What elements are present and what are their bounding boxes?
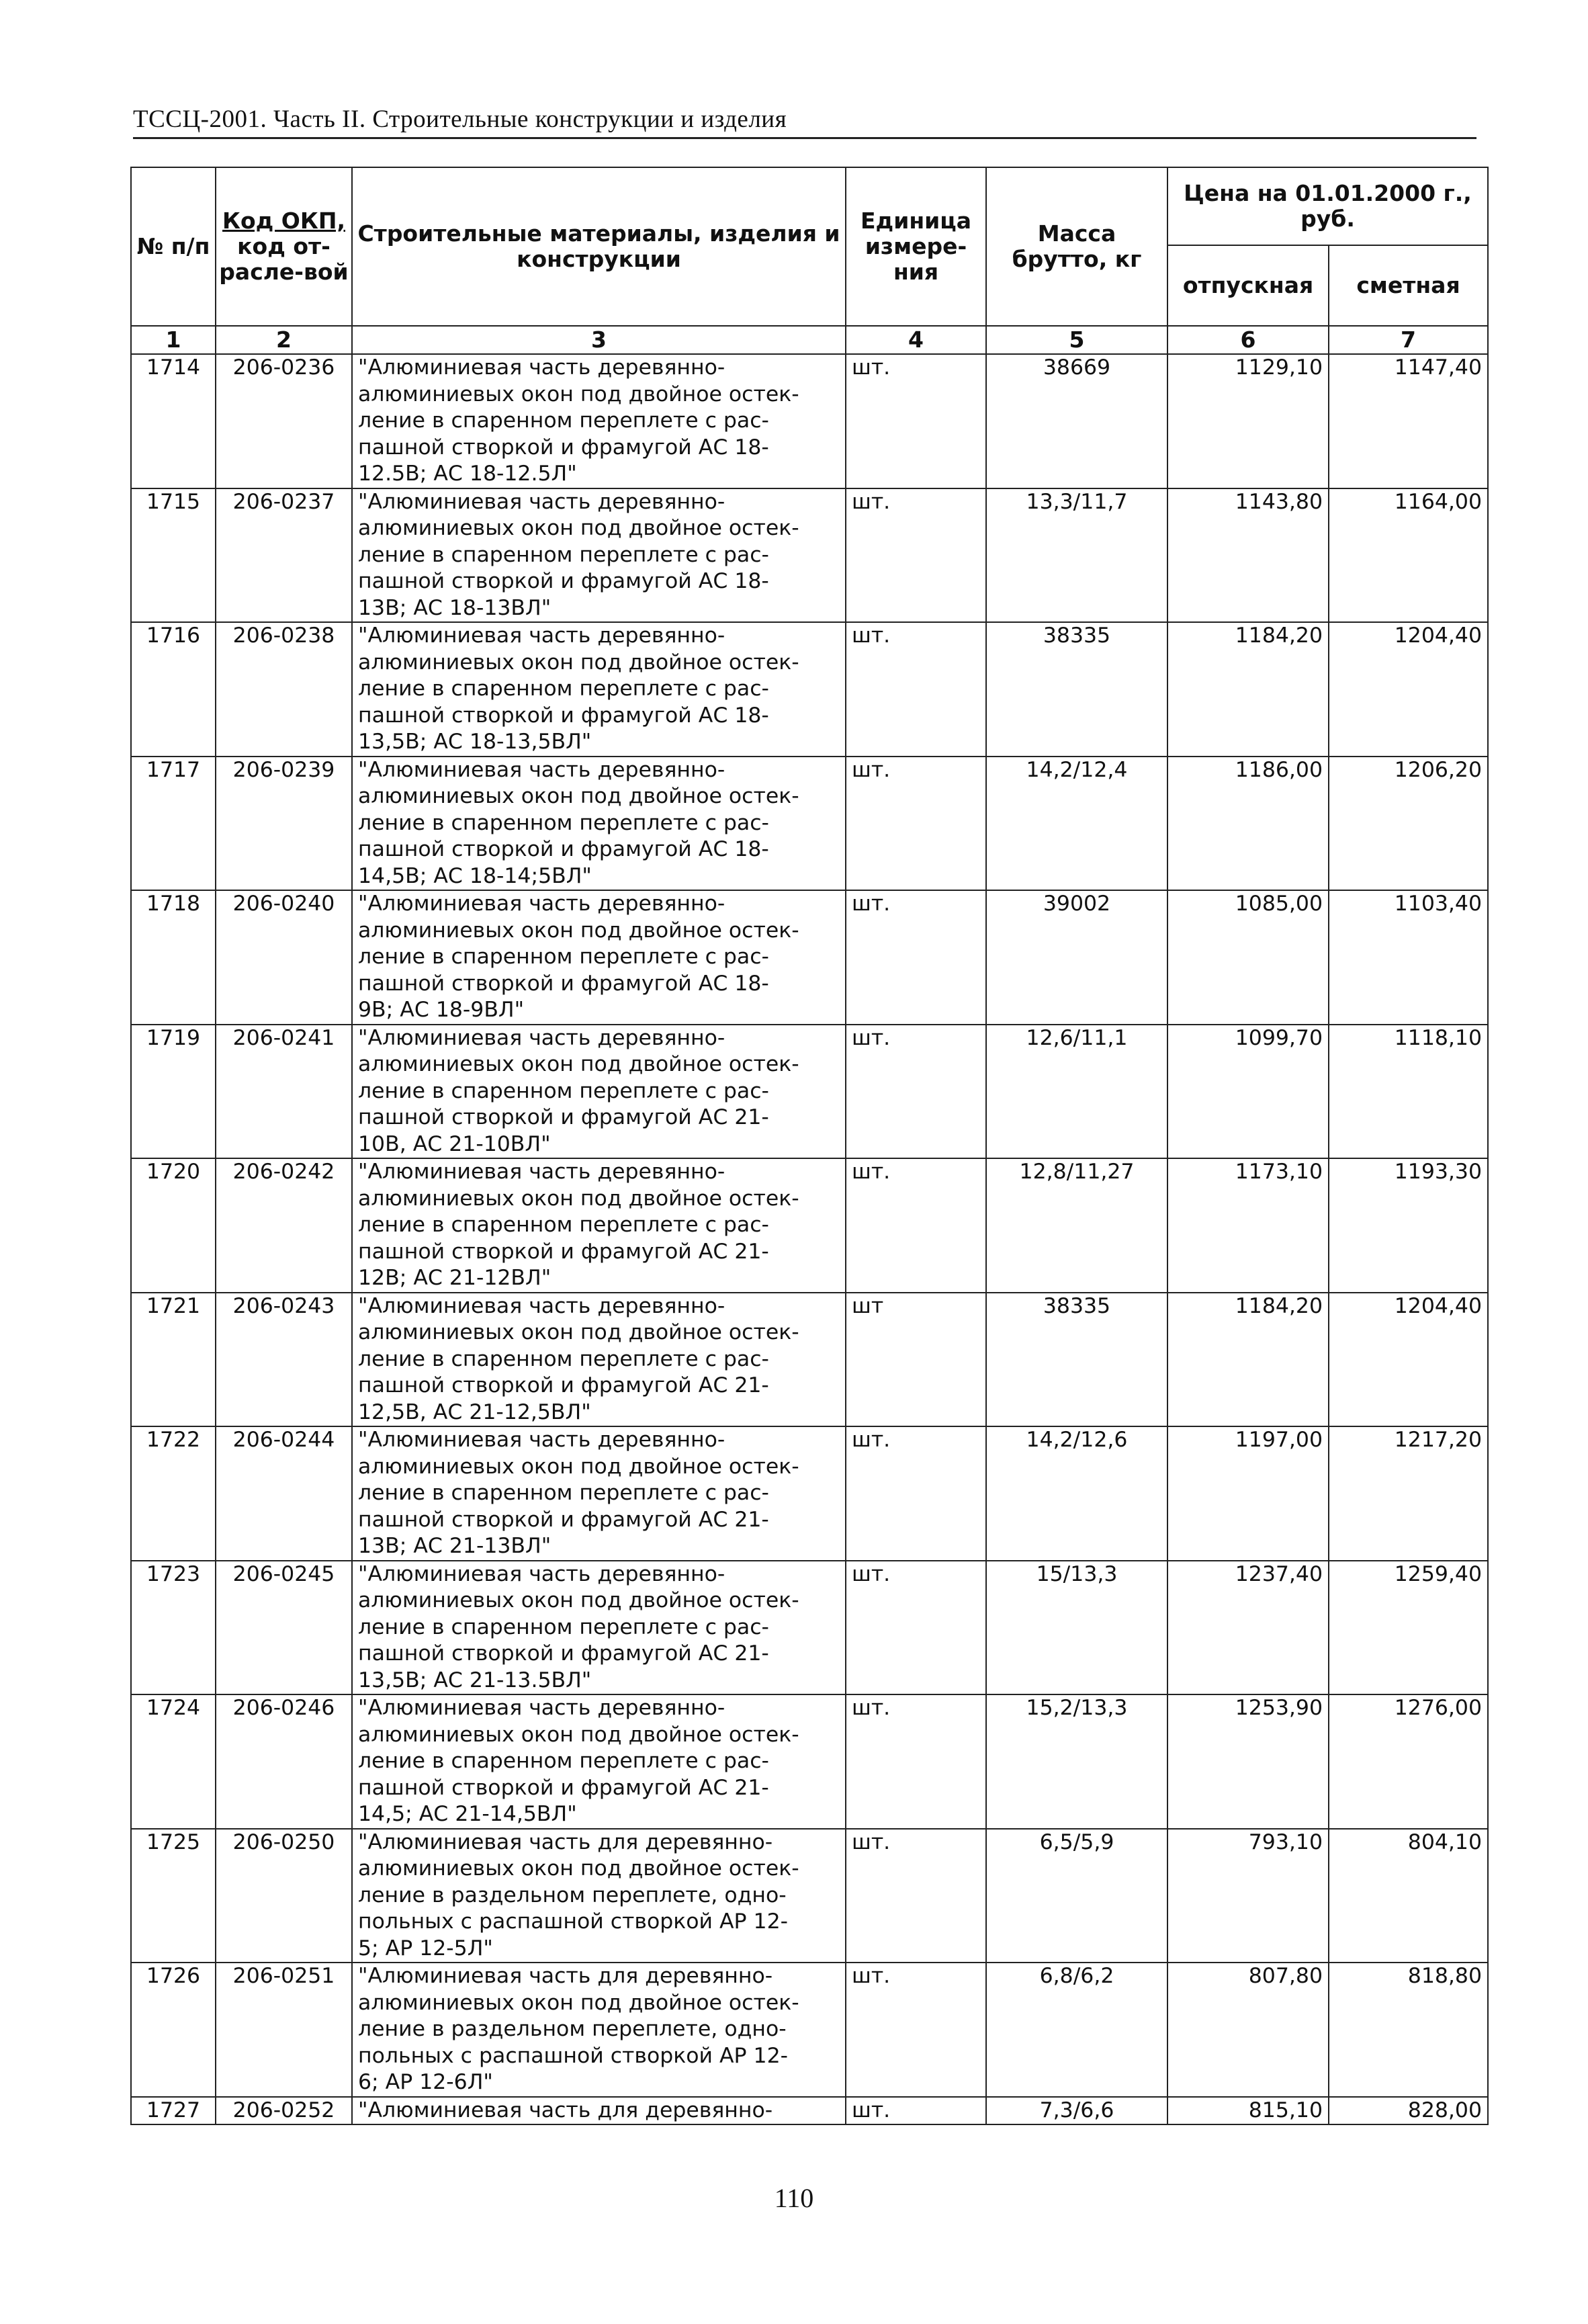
unit-of-measure: шт. <box>846 1829 986 1963</box>
gross-mass: 6,8/6,2 <box>986 1963 1167 2097</box>
okp-code: 206-0250 <box>216 1829 352 1963</box>
material-description: "Алюминиевая часть деревянно- алюминиевых окон под двойное остек- ление в спаренном переплете с рас- пашной створкой и фрамугой АС 21- 10В, АС 21-10ВЛ" <box>352 1025 846 1159</box>
okp-code: 206-0243 <box>216 1293 352 1427</box>
price-estimate: 1204,40 <box>1329 1293 1488 1427</box>
col-header-material: Строительные материалы, изделия и конструкции <box>352 167 846 326</box>
table-row <box>131 757 1488 891</box>
material-description: "Алюминиевая часть деревянно- алюминиевых окон под двойное остек- ление в спаренном переплете с рас- пашной створкой и фрамугой АС 18- 13В; АС 18-13ВЛ" <box>352 488 846 623</box>
material-description: "Алюминиевая часть для деревянно- алюминиевых окон под двойное остек- ление в раздельном переплете, одно- польных с распашной створкой АР 12- 6; АР 12-6Л" <box>352 1963 846 2097</box>
material-description: "Алюминиевая часть деревянно- алюминиевых окон под двойное остек- ление в спаренном переплете с рас- пашной створкой и фрамугой АС 18- 14,5В; АС 18-14;5ВЛ" <box>352 757 846 891</box>
price-estimate: 818,80 <box>1329 1963 1488 2097</box>
price-release: 1085,00 <box>1167 890 1329 1025</box>
price-estimate: 1206,20 <box>1329 757 1488 891</box>
material-description: "Алюминиевая часть деревянно- алюминиевых окон под двойное остек- ление в спаренном переплете с рас- пашной створкой и фрамугой АС 18- 9В; АС 18-9ВЛ" <box>352 890 846 1025</box>
price-release: 1184,20 <box>1167 1293 1329 1427</box>
unit-of-measure: шт. <box>846 1694 986 1829</box>
row-number: 1718 <box>131 890 216 1025</box>
row-number: 1722 <box>131 1426 216 1561</box>
price-release: 1143,80 <box>1167 488 1329 623</box>
unit-of-measure: шт. <box>846 757 986 891</box>
price-table <box>130 167 1489 2125</box>
price-release: 1253,90 <box>1167 1694 1329 1829</box>
price-release: 815,10 <box>1167 2097 1329 2125</box>
table-row <box>131 2097 1488 2125</box>
price-estimate: 828,00 <box>1329 2097 1488 2125</box>
table-row <box>131 1561 1488 1695</box>
gross-mass: 12,8/11,27 <box>986 1158 1167 1293</box>
unit-of-measure: шт. <box>846 890 986 1025</box>
table-row <box>131 622 1488 757</box>
column-index: 1 <box>131 326 216 354</box>
price-release: 1237,40 <box>1167 1561 1329 1695</box>
unit-of-measure: шт. <box>846 1158 986 1293</box>
row-number: 1715 <box>131 488 216 623</box>
unit-of-measure: шт. <box>846 488 986 623</box>
gross-mass: 38669 <box>986 354 1167 488</box>
column-index: 6 <box>1167 326 1329 354</box>
price-estimate: 1147,40 <box>1329 354 1488 488</box>
gross-mass: 39002 <box>986 890 1167 1025</box>
material-description: "Алюминиевая часть деревянно- алюминиевых окон под двойное остек- ление в спаренном переплете с рас- пашной створкой и фрамугой АС 21- 13В; АС 21-13ВЛ" <box>352 1426 846 1561</box>
column-index: 2 <box>216 326 352 354</box>
col-header-code-okp: Код ОКП, <box>222 208 345 234</box>
material-description: "Алюминиевая часть для деревянно- алюминиевых окон под двойное остек- ление в раздельном переплете, одно- польных с распашной створкой АР 12- 5; АР 12-5Л" <box>352 1829 846 1963</box>
table-row <box>131 488 1488 623</box>
material-description: "Алюминиевая часть деревянно- алюминиевых окон под двойное остек- ление в спаренном переплете с рас- пашной створкой и фрамугой АС 21- 12,5В, АС 21-12,5ВЛ" <box>352 1293 846 1427</box>
okp-code: 206-0237 <box>216 488 352 623</box>
row-number: 1721 <box>131 1293 216 1427</box>
price-estimate: 1276,00 <box>1329 1694 1488 1829</box>
row-number: 1719 <box>131 1025 216 1159</box>
material-description: "Алюминиевая часть для деревянно- <box>352 2097 846 2125</box>
row-number: 1727 <box>131 2097 216 2125</box>
okp-code: 206-0239 <box>216 757 352 891</box>
row-number: 1724 <box>131 1694 216 1829</box>
column-index: 5 <box>986 326 1167 354</box>
table-row <box>131 1158 1488 1293</box>
row-number: 1714 <box>131 354 216 488</box>
unit-of-measure: шт. <box>846 1025 986 1159</box>
col-header-code <box>216 167 352 326</box>
price-estimate: 1103,40 <box>1329 890 1488 1025</box>
table-row <box>131 1963 1488 2097</box>
row-number: 1723 <box>131 1561 216 1695</box>
col-header-price-estimate: сметная <box>1329 245 1488 326</box>
gross-mass: 13,3/11,7 <box>986 488 1167 623</box>
unit-of-measure: шт. <box>846 1426 986 1561</box>
table-row <box>131 890 1488 1025</box>
okp-code: 206-0236 <box>216 354 352 488</box>
price-estimate: 1118,10 <box>1329 1025 1488 1159</box>
gross-mass: 14,2/12,4 <box>986 757 1167 891</box>
page-number: 110 <box>774 2183 814 2213</box>
gross-mass: 14,2/12,6 <box>986 1426 1167 1561</box>
column-index: 7 <box>1329 326 1488 354</box>
okp-code: 206-0244 <box>216 1426 352 1561</box>
okp-code: 206-0246 <box>216 1694 352 1829</box>
material-description: "Алюминиевая часть деревянно- алюминиевых окон под двойное остек- ление в спаренном переплете с рас- пашной створкой и фрамугой АС 21- 14,5; АС 21-14,5ВЛ" <box>352 1694 846 1829</box>
table-row <box>131 1829 1488 1963</box>
gross-mass: 7,3/6,6 <box>986 2097 1167 2125</box>
row-number: 1725 <box>131 1829 216 1963</box>
column-index: 4 <box>846 326 986 354</box>
col-header-price-release: отпускная <box>1167 245 1329 326</box>
price-estimate: 1193,30 <box>1329 1158 1488 1293</box>
unit-of-measure: шт. <box>846 1963 986 2097</box>
price-release: 1099,70 <box>1167 1025 1329 1159</box>
gross-mass: 15/13,3 <box>986 1561 1167 1695</box>
row-number: 1716 <box>131 622 216 757</box>
gross-mass: 12,6/11,1 <box>986 1025 1167 1159</box>
material-description: "Алюминиевая часть деревянно- алюминиевых окон под двойное остек- ление в спаренном переплете с рас- пашной створкой и фрамугой АС 18- 12.5В; АС 18-12.5Л" <box>352 354 846 488</box>
col-header-mass: Масса брутто, кг <box>986 167 1167 326</box>
table-row <box>131 354 1488 488</box>
gross-mass: 6,5/5,9 <box>986 1829 1167 1963</box>
gross-mass: 15,2/13,3 <box>986 1694 1167 1829</box>
okp-code: 206-0241 <box>216 1025 352 1159</box>
row-number: 1720 <box>131 1158 216 1293</box>
col-header-code-branch: код от-расле-вой <box>219 233 349 285</box>
price-release: 1173,10 <box>1167 1158 1329 1293</box>
material-description: "Алюминиевая часть деревянно- алюминиевых окон под двойное остек- ление в спаренном переплете с рас- пашной створкой и фрамугой АС 18- 13,5В; АС 18-13,5ВЛ" <box>352 622 846 757</box>
table-row <box>131 1025 1488 1159</box>
unit-of-measure: шт. <box>846 1561 986 1695</box>
price-release: 1129,10 <box>1167 354 1329 488</box>
price-release: 807,80 <box>1167 1963 1329 2097</box>
unit-of-measure: шт. <box>846 354 986 488</box>
price-estimate: 1204,40 <box>1329 622 1488 757</box>
unit-of-measure: шт. <box>846 2097 986 2125</box>
okp-code: 206-0240 <box>216 890 352 1025</box>
okp-code: 206-0238 <box>216 622 352 757</box>
material-description: "Алюминиевая часть деревянно- алюминиевых окон под двойное остек- ление в спаренном переплете с рас- пашной створкой и фрамугой АС 21- 12В; АС 21-12ВЛ" <box>352 1158 846 1293</box>
page-header: ТССЦ-2001. Часть II. Строительные конструкции и изделия <box>133 105 787 133</box>
unit-of-measure: шт. <box>846 622 986 757</box>
unit-of-measure: шт <box>846 1293 986 1427</box>
table-row <box>131 1426 1488 1561</box>
price-release: 1184,20 <box>1167 622 1329 757</box>
price-release: 793,10 <box>1167 1829 1329 1963</box>
okp-code: 206-0245 <box>216 1561 352 1695</box>
price-estimate: 804,10 <box>1329 1829 1488 1963</box>
col-header-num: № п/п <box>131 167 216 326</box>
price-release: 1186,00 <box>1167 757 1329 891</box>
table-row <box>131 1293 1488 1427</box>
row-number: 1717 <box>131 757 216 891</box>
col-header-unit: Единица измере-ния <box>846 167 986 326</box>
column-index: 3 <box>352 326 846 354</box>
price-estimate: 1217,20 <box>1329 1426 1488 1561</box>
material-description: "Алюминиевая часть деревянно- алюминиевых окон под двойное остек- ление в спаренном переплете с рас- пашной створкой и фрамугой АС 21- 13,5В; АС 21-13.5ВЛ" <box>352 1561 846 1695</box>
table-row <box>131 1694 1488 1829</box>
gross-mass: 38335 <box>986 1293 1167 1427</box>
okp-code: 206-0251 <box>216 1963 352 2097</box>
okp-code: 206-0242 <box>216 1158 352 1293</box>
row-number: 1726 <box>131 1963 216 2097</box>
price-release: 1197,00 <box>1167 1426 1329 1561</box>
column-index-row <box>131 326 1488 354</box>
header-divider <box>133 137 1476 139</box>
table-body <box>131 354 1488 2124</box>
col-header-price-group: Цена на 01.01.2000 г., руб. <box>1167 167 1488 245</box>
price-estimate: 1259,40 <box>1329 1561 1488 1695</box>
okp-code: 206-0252 <box>216 2097 352 2125</box>
price-estimate: 1164,00 <box>1329 488 1488 623</box>
gross-mass: 38335 <box>986 622 1167 757</box>
